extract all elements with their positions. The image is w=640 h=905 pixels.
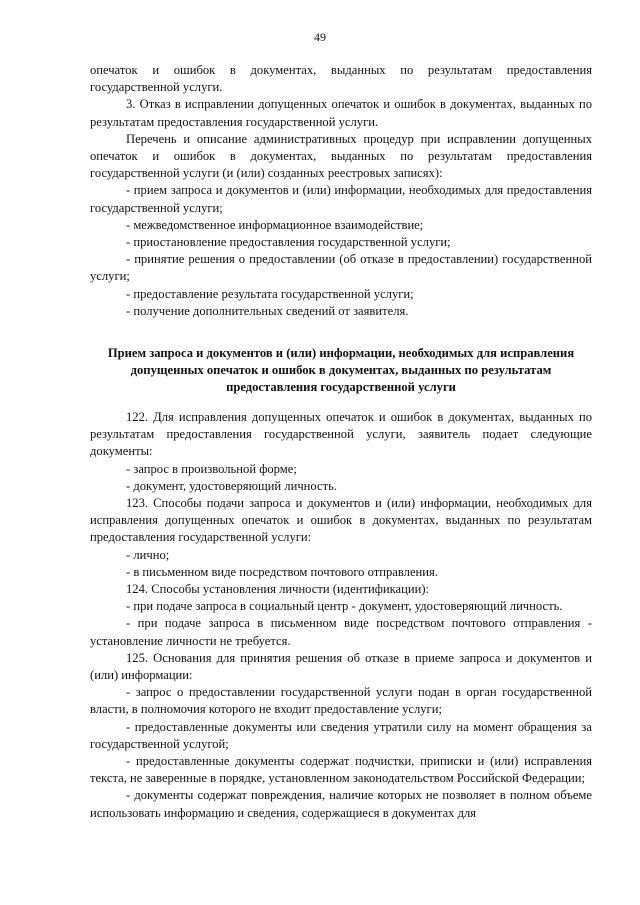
list-item: - получение дополнительных сведений от заявителя. [126,303,409,318]
list-item: - предоставленные документы или сведения утратили силу на момент обращения за государственной услугой; [90,719,592,751]
paragraph: 125. Основания для принятия решения об отказе в приеме запроса и документов и (или) информации: [90,650,592,683]
list-item: - межведомственное информационное взаимодействие; [126,217,424,232]
section-heading: Прием запроса и документов и (или) информации, необходимых для исправления допущенных опечаток и ошибок в документах, выданных по результатам предоставления государственной услуги [107,346,575,394]
text-block-top [90,62,592,320]
list-item: - запрос в произвольной форме; [126,461,297,476]
list-item: - в письменном виде посредством почтового отправления. [126,564,438,579]
list-item: - прием запроса и документов и (или) информации, необходимых для предоставления государственной услуги; [90,183,592,215]
list-item: - документы содержат повреждения, наличие которых не позволяет в полном объеме использовать информацию и сведения, содержащиеся в документах для [90,788,592,820]
list-item: - принятие решения о предоставлении (об отказе в предоставлении) государственной услуги; [90,252,592,284]
list-item: - документ, удостоверяющий личность. [126,478,337,493]
text-block-bottom [90,409,592,822]
list-item: - запрос о предоставлении государственной услуги подан в орган государственной власти, в полномочия которого не входит предоставление услуги; [90,685,592,717]
list-item: - лично; [126,547,170,562]
list-item: - приостановление предоставления государственной услуги; [126,235,451,250]
page-number: 49 [314,30,326,44]
paragraph: 3. Отказ в исправлении допущенных опечаток и ошибок в документах, выданных по результатам предоставления государственной услуги. [90,97,592,129]
paragraph: 123. Способы подачи запроса и документов и (или) информации, необходимых для исправления допущенных опечаток и ошибок в документах, выданных по результатам предоставления государственной услуги: [90,496,592,545]
paragraph: опечаток и ошибок в документах, выданных по результатам предоставления государственной услуги. [90,63,592,95]
paragraph: 122. Для исправления допущенных опечаток и ошибок в документах, выданных по результатам предоставления государственной услуги, заявитель подает следующие документы: [90,410,592,459]
list-item: - при подаче запроса в социальный центр - документ, удостоверяющий личность. [126,599,563,614]
paragraph: 124. Способы установления личности (идентификации): [126,582,430,597]
list-item: - при подаче запроса в письменном виде посредством почтового отправления - установление личности не требуется. [90,616,592,648]
paragraph: Перечень и описание административных процедур при исправлении допущенных опечаток и ошибок в документах, выданных по результатам предоставления государственной услуги (и (или) созданных реестровых записях): [90,131,592,181]
list-item: - предоставление результата государственной услуги; [126,286,414,301]
list-item: - предоставленные документы содержат подчистки, приписки и (или) исправления текста, не заверенные в порядке, установленном законодательством Российской Федерации; [90,754,592,786]
